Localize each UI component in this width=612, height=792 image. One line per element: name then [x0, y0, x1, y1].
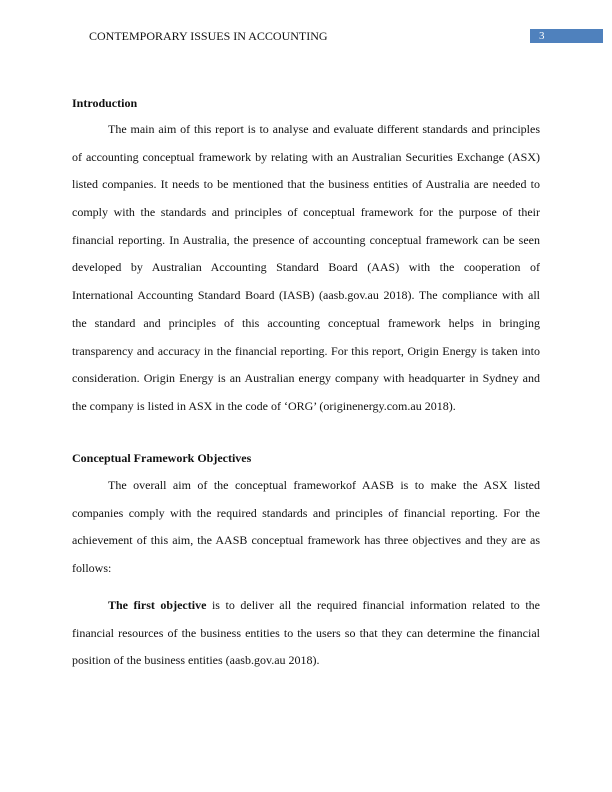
- text-line-rest: is to deliver all the required financial information related to the: [206, 598, 540, 612]
- text-line: follows:: [72, 561, 112, 576]
- text-line: financial resources of the business entities to the users so that they can determine the financial: [72, 625, 540, 640]
- text-line: [72, 592, 540, 620]
- text-line: position of the business entities (aasb.gov.au 2018).: [72, 653, 320, 668]
- objectives-paragraph: [72, 472, 540, 583]
- objectives-heading: Conceptual Framework Objectives: [72, 451, 252, 465]
- text-line: The main aim of this report is to analyse and evaluate different standards and principles: [108, 122, 540, 136]
- text-line: developed by Australian Accounting Standard Board (AAS) with the cooperation of: [72, 260, 540, 275]
- text-line: comply with the standards and principles of conceptual framework for the purpose of their: [72, 205, 540, 220]
- text-line: listed companies. It needs to be mentioned that the business entities of Australia are needed to: [72, 177, 540, 192]
- page-number: 3: [530, 29, 603, 43]
- introduction-heading: Introduction: [72, 96, 138, 110]
- text-line: companies comply with the required standards and principles of financial reporting. For the: [72, 505, 540, 520]
- first-objective-paragraph: [72, 592, 540, 675]
- text-line: consideration. Origin Energy is an Australian energy company with headquarter in Sydney and: [72, 371, 540, 386]
- text-line: the company is listed in ASX in the code of ‘ORG’ (originenergy.com.au 2018).: [72, 398, 456, 413]
- first-objective-label: The first objective: [108, 598, 207, 612]
- text-line: International Accounting Standard Board (IASB) (aasb.gov.au 2018). The compliance with all: [72, 288, 540, 303]
- text-line: of accounting conceptual framework by relating with an Australian Securities Exchange (ASX): [72, 149, 540, 164]
- introduction-paragraph: [72, 116, 540, 421]
- running-header: CONTEMPORARY ISSUES IN ACCOUNTING: [89, 29, 328, 43]
- text-line: The overall aim of the conceptual frameworkof AASB is to make the ASX listed: [108, 478, 540, 492]
- text-line: financial reporting. In Australia, the presence of accounting conceptual framework can be seen: [72, 232, 540, 247]
- text-line: achievement of this aim, the AASB conceptual framework has three objectives and they are as: [72, 533, 540, 548]
- text-line: the standard and principles of this accounting conceptual framework helps in bringing: [72, 315, 540, 330]
- text-line: transparency and accuracy in the financial reporting. For this report, Origin Energy is taken into: [72, 343, 540, 358]
